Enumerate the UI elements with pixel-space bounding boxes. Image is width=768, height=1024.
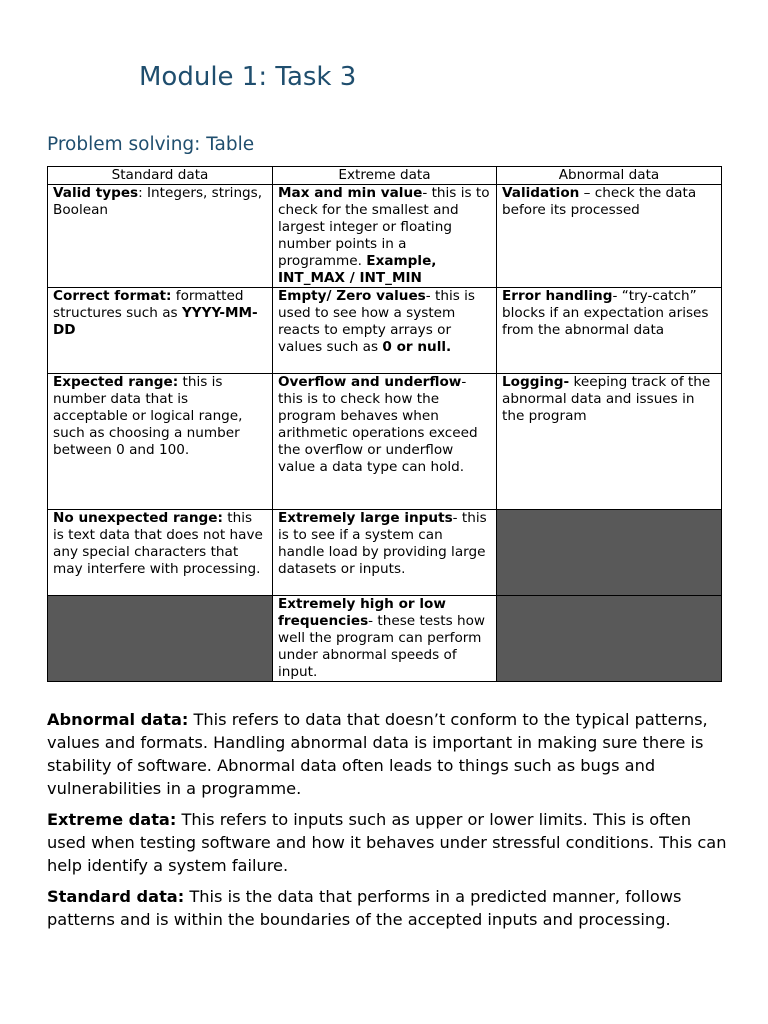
shaded-empty-cell <box>48 596 273 682</box>
column-header-abnormal: Abnormal data <box>497 167 722 185</box>
cell-term-extra: Example, INT_MAX / INT_MIN <box>278 253 437 286</box>
table-cell <box>497 185 722 288</box>
test-data-table <box>47 166 722 682</box>
table-row <box>48 288 722 374</box>
cell-text: - this is to check for the smallest and largest integer or floating number points in a programme. <box>278 185 490 269</box>
definition-term: Abnormal data: <box>47 710 189 729</box>
cell-term: Error handling <box>502 288 613 304</box>
page-title: Module 1: Task 3 <box>139 62 357 92</box>
table-cell <box>48 288 273 374</box>
cell-term: Overflow and underflow <box>278 374 462 390</box>
cell-text: - these tests how well the program can perform under abnormal speeds of input. <box>278 613 486 680</box>
cell-term-extra: YYYY-MM-DD <box>53 305 258 338</box>
table-cell <box>48 374 273 510</box>
column-header-extreme: Extreme data <box>273 167 497 185</box>
definition-text: This refers to inputs such as upper or lower limits. This is often used when testing software and how it behaves under stressful conditions. This can help identify a system failure. <box>47 810 727 875</box>
cell-text: – check the data before its processed <box>502 185 697 218</box>
shaded-empty-cell <box>497 510 722 596</box>
cell-text: this is text data that does not have any special characters that may interfere with processing. <box>53 510 263 577</box>
table-cell <box>497 374 722 510</box>
cell-term-extra: 0 or null. <box>382 339 452 355</box>
cell-term: Valid types <box>53 185 139 201</box>
cell-text: - “try-catch” blocks if an expectation arises from the abnormal data <box>502 288 709 338</box>
cell-term: Extremely large inputs <box>278 510 453 526</box>
definition-text: This refers to data that doesn’t conform to the typical patterns, values and formats. Handling abnormal data is important in making sure there is stability of software. Abnormal data often leads to things such as bugs and vulnerabilities in a programme. <box>47 710 708 798</box>
table-cell <box>273 510 497 596</box>
table-cell <box>273 374 497 510</box>
table-cell <box>48 510 273 596</box>
table-cell <box>497 288 722 374</box>
cell-text: this is number data that is acceptable or logical range, such as choosing a number between 0 and 100. <box>53 374 243 458</box>
table-row <box>48 374 722 510</box>
definition-paragraph <box>47 708 727 800</box>
column-header-standard: Standard data <box>48 167 273 185</box>
table-cell <box>273 596 497 682</box>
cell-term: Extremely high or low frequencies <box>278 596 446 629</box>
cell-term: Max and min value <box>278 185 423 201</box>
cell-term: No unexpected range: <box>53 510 223 526</box>
section-subtitle: Problem solving: Table <box>47 134 255 155</box>
cell-term: Logging- <box>502 374 570 390</box>
definition-term: Standard data: <box>47 887 185 906</box>
table-cell <box>48 185 273 288</box>
cell-text: keeping track of the abnormal data and issues in the program <box>502 374 711 424</box>
definition-paragraph <box>47 808 727 877</box>
table-cell <box>273 185 497 288</box>
cell-text: formatted structures such as <box>53 288 244 321</box>
definitions-section <box>47 708 727 939</box>
definition-text: This is the data that performs in a predicted manner, follows patterns and is within the boundaries of the accepted inputs and processing. <box>47 887 682 929</box>
cell-text: - this is to see if a system can handle load by providing large datasets or inputs. <box>278 510 487 577</box>
cell-term: Validation <box>502 185 580 201</box>
cell-term: Empty/ Zero values <box>278 288 426 304</box>
cell-term: Expected range: <box>53 374 179 390</box>
cell-term: Correct format: <box>53 288 172 304</box>
cell-text: - this is used to see how a system reacts to empty arrays or values such as <box>278 288 475 355</box>
table-row <box>48 185 722 288</box>
shaded-empty-cell <box>497 596 722 682</box>
cell-text: : Integers, strings, Boolean <box>53 185 263 218</box>
table-cell <box>273 288 497 374</box>
table-row <box>48 510 722 596</box>
definition-paragraph <box>47 885 727 931</box>
cell-text: - this is to check how the program behaves when arithmetic operations exceed the overflow or underflow value a data type can hold. <box>278 374 478 475</box>
table-row <box>48 596 722 682</box>
table-header-row <box>48 167 722 185</box>
definition-term: Extreme data: <box>47 810 177 829</box>
